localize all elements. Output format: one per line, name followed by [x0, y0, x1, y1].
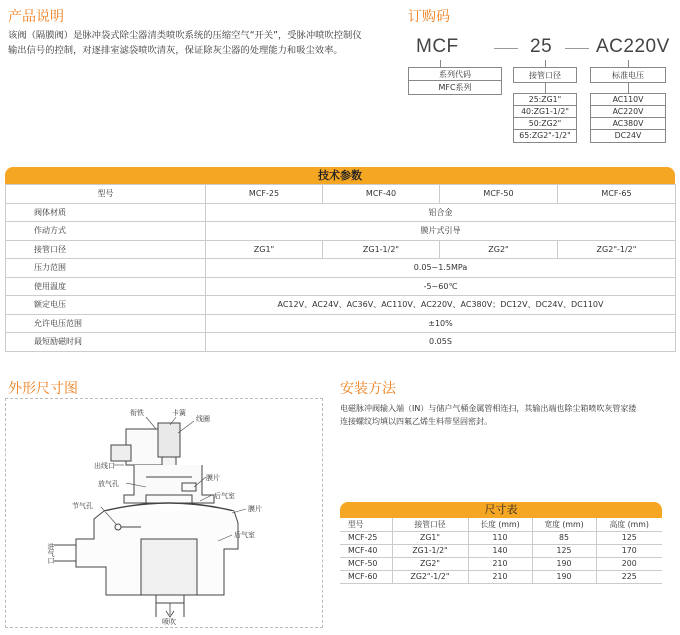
size-cell: 200 [596, 557, 662, 570]
order-voltage-option: AC380V [591, 118, 665, 130]
spec-tolerance-label: 允许电压范围 [6, 314, 206, 333]
size-header: 高度 (mm) [596, 518, 662, 531]
spec-mode: 膜片式引导 [206, 222, 676, 241]
size-cell: 190 [532, 557, 596, 570]
size-cell: 85 [532, 531, 596, 544]
order-title: 订购码 [408, 9, 450, 25]
order-code-voltage: AC220V [596, 36, 670, 57]
label-throttle: 节气孔 [72, 502, 93, 510]
order-series-label: 系列代码 [408, 67, 502, 81]
table-row [340, 531, 662, 544]
size-cell: 110 [468, 531, 532, 544]
order-voltage-option: AC110V [591, 94, 665, 106]
size-cell: MCF-50 [340, 557, 392, 570]
order-connector [545, 83, 546, 93]
size-header: 宽度 (mm) [532, 518, 596, 531]
order-voltage-option: DC24V [614, 131, 642, 140]
size-cell: ZG1-1/2" [392, 544, 468, 557]
size-cell: 170 [596, 544, 662, 557]
order-code-size: 25 [530, 36, 553, 57]
table-row [6, 203, 676, 222]
label-outlet: 出线口 [94, 462, 115, 470]
table-row [6, 296, 676, 315]
spec-port: ZG2"-1/2" [558, 240, 676, 259]
spec-tolerance: ±10% [206, 314, 676, 333]
valve-drawing [5, 398, 323, 628]
spec-temp-label: 使用温度 [6, 277, 206, 296]
product-description-line2: 输出信号的控制，对逐排室滤袋喷吹清灰，保证除灰尘器的处理能力和吸尘效率。 [8, 45, 343, 56]
size-cell: MCF-40 [340, 544, 392, 557]
size-cell: 225 [596, 570, 662, 583]
spec-port-label: 接管口径 [6, 240, 206, 259]
spec-title: 技术参数 [5, 167, 675, 184]
table-row [6, 240, 676, 259]
spec-voltage: AC12V、AC24V、AC36V、AC110V、AC220V、AC380V；DC12V、DC24V、DC110V [206, 296, 676, 315]
product-description-line1: 该阀（隔膜阀）是脉冲袋式除尘器清类喷吹系统的压缩空气“开关”，受脉冲喷吹控制仪 [8, 30, 362, 41]
spec-model: MCF-25 [206, 185, 323, 204]
label-diaphragm-2: 膜片 [248, 505, 262, 513]
table-row [340, 544, 662, 557]
order-port-list [513, 93, 577, 143]
table-row [340, 557, 662, 570]
label-armature: 衔铁 [130, 409, 144, 417]
spec-section [5, 167, 675, 352]
drawing-title: 外形尺寸图 [8, 381, 78, 397]
table-row [6, 222, 676, 241]
table-header-row [340, 518, 662, 531]
order-voltage-label: 标准电压 [590, 67, 666, 83]
label-vent: 放气孔 [98, 480, 119, 488]
size-section [340, 502, 662, 584]
label-diaphragm-1: 膜片 [206, 474, 220, 482]
product-description [8, 28, 408, 58]
install-title: 安装方法 [340, 381, 396, 397]
size-cell: 190 [532, 570, 596, 583]
label-inlet: 进气口 [47, 543, 55, 564]
size-header: 长度 (mm) [468, 518, 532, 531]
label-rear-chamber-1: 后气室 [214, 492, 235, 500]
spec-table [5, 184, 676, 352]
order-port-option: 65:ZG2"-1/2" [519, 131, 571, 140]
spec-pressure-label: 压力范围 [6, 259, 206, 278]
order-voltage-list [590, 93, 666, 143]
table-row [340, 570, 662, 583]
spec-port: ZG1" [206, 240, 323, 259]
size-cell: ZG1" [392, 531, 468, 544]
product-title: 产品说明 [8, 9, 64, 25]
size-cell: ZG2"-1/2" [392, 570, 468, 583]
table-row [6, 259, 676, 278]
spec-pressure: 0.05~1.5MPa [206, 259, 676, 278]
spec-material-label: 阀体材质 [6, 203, 206, 222]
order-connector [628, 83, 629, 93]
spec-pulse-label: 最短励磁时间 [6, 333, 206, 352]
spec-temp: -5~60℃ [206, 277, 676, 296]
order-code-series: MCF [416, 36, 459, 57]
label-coil: 线圈 [196, 415, 210, 423]
install-text-line1: 电磁脉冲阀输入端（IN）与储户气桶金属管相连扫，其输出端也除尘箱喷吹灰管家搂 [340, 404, 637, 413]
valve-cross-section [6, 399, 324, 629]
spec-pulse: 0.05S [206, 333, 676, 352]
table-row [6, 333, 676, 352]
spec-material: 铝合金 [206, 203, 676, 222]
order-port-label: 接管口径 [513, 67, 577, 83]
spec-model: MCF-65 [558, 185, 676, 204]
size-cell: 210 [468, 570, 532, 583]
size-cell: 140 [468, 544, 532, 557]
size-header: 接管口径 [392, 518, 468, 531]
size-header: 型号 [340, 518, 392, 531]
size-cell: 125 [532, 544, 596, 557]
size-cell: MCF-60 [340, 570, 392, 583]
order-port-option: 25:ZG1" [514, 94, 576, 106]
size-cell: ZG2" [392, 557, 468, 570]
table-row [6, 314, 676, 333]
size-table [340, 518, 662, 584]
order-port-option: 40:ZG1-1/2" [514, 106, 576, 118]
spec-port: ZG1-1/2" [323, 240, 440, 259]
label-spring: 卡簧 [172, 409, 186, 417]
size-title: 尺寸表 [340, 502, 662, 518]
order-code-dash [494, 48, 518, 49]
label-rear-chamber-2: 后气室 [234, 531, 255, 539]
spec-port: ZG2" [440, 240, 558, 259]
size-cell: MCF-25 [340, 531, 392, 544]
order-port-option: 50:ZG2" [514, 118, 576, 130]
order-code-dash [565, 48, 589, 49]
label-nozzle: 喷吹 [162, 618, 176, 626]
order-voltage-option: AC220V [591, 106, 665, 118]
spec-model-label: 型号 [6, 185, 206, 204]
table-row [6, 185, 676, 204]
spec-model: MCF-40 [323, 185, 440, 204]
order-series-value: MFC系列 [408, 81, 502, 95]
spec-model: MCF-50 [440, 185, 558, 204]
install-text [340, 402, 670, 428]
spec-voltage-label: 额定电压 [6, 296, 206, 315]
install-text-line2: 连接螺纹均填以四氟乙烯生料带坚固密封。 [340, 417, 492, 426]
size-cell: 210 [468, 557, 532, 570]
table-row [6, 277, 676, 296]
spec-mode-label: 作动方式 [6, 222, 206, 241]
size-cell: 125 [596, 531, 662, 544]
